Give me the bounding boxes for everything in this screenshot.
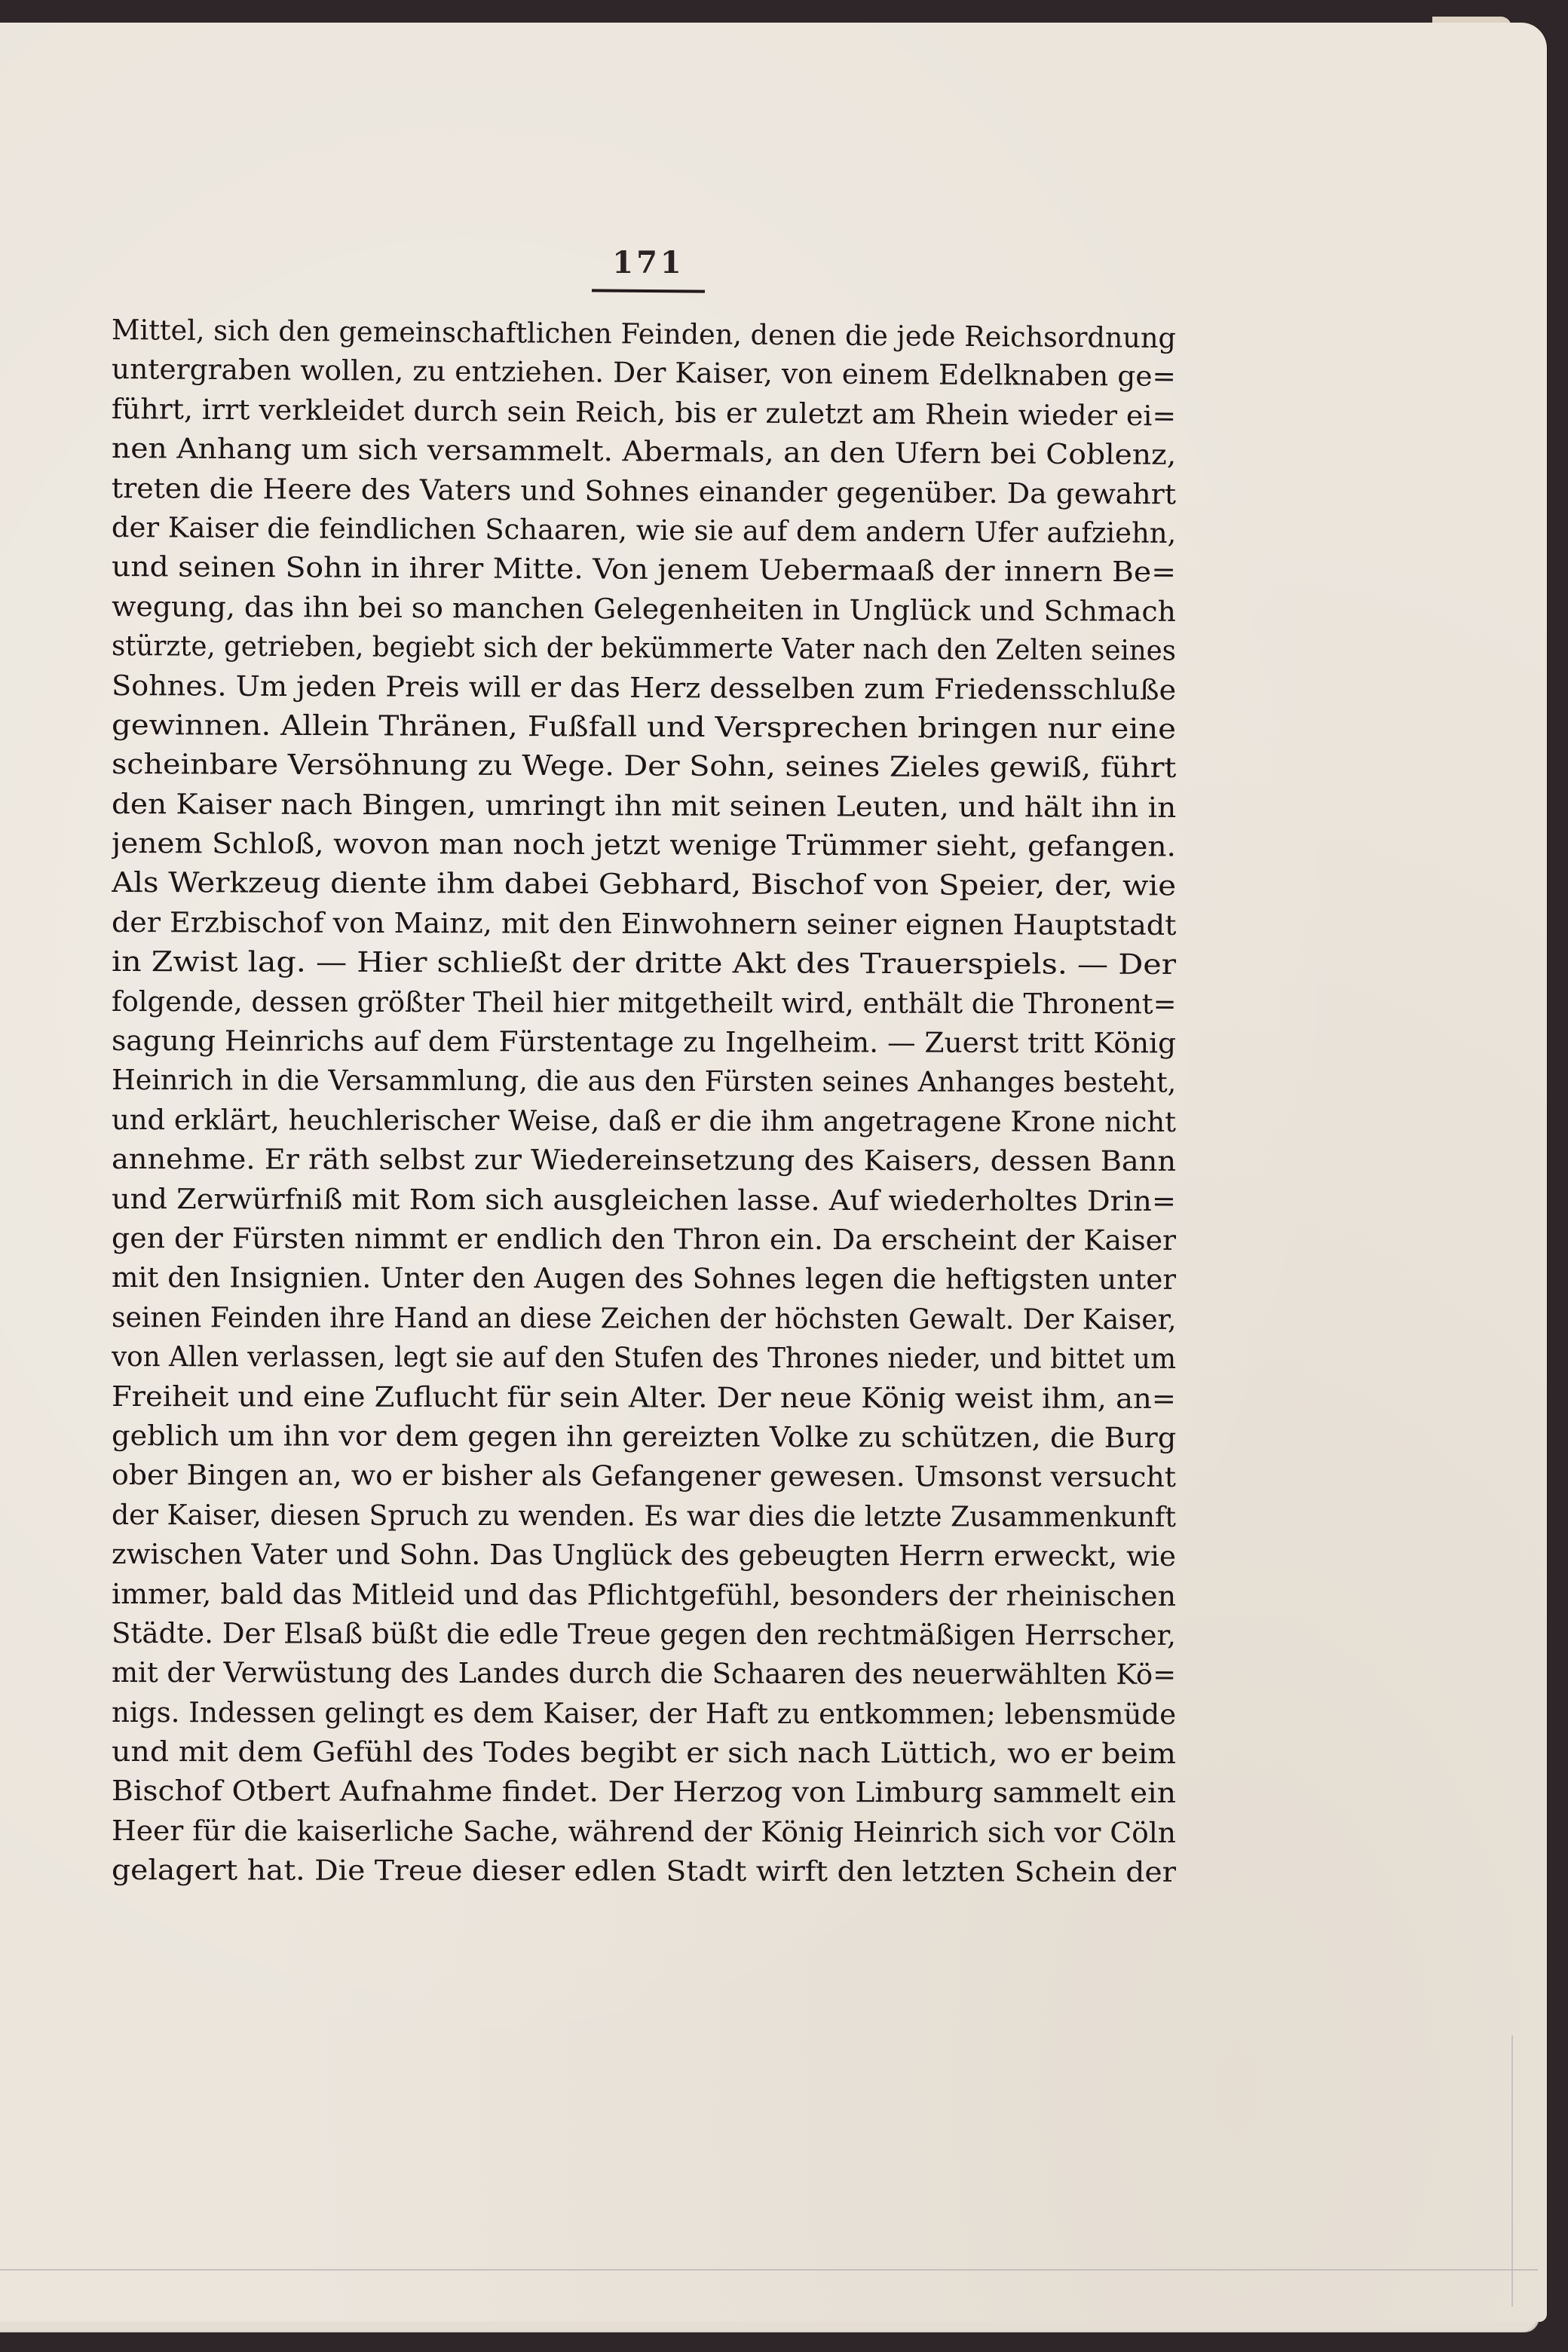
- text-line: ober Bingen an, wo er bisher als Gefangener gewesen. Umsonst versucht: [111, 1459, 1177, 1494]
- text-line: Als Werkzeug diente ihm dabei Gebhard, Bischof von Speier, der, wie: [111, 866, 1177, 902]
- text-line: gelagert hat. Die Treue dieser edlen Stadt wirft den letzten Schein der: [111, 1854, 1177, 1889]
- text-line: Bischof Otbert Aufnahme findet. Der Herzog von Limburg sammelt ein: [111, 1775, 1177, 1810]
- text-line: und seinen Sohn in ihrer Mitte. Von jenem Uebermaaß der innern Be=: [111, 550, 1177, 589]
- text-line: der Kaiser die feindlichen Schaaren, wie sie auf dem andern Ufer aufziehn,: [111, 510, 1177, 550]
- text-line: jenem Schloß, wovon man noch jetzt wenige Trümmer sieht, gefangen.: [111, 827, 1177, 863]
- text-line: mit den Insignien. Unter den Augen des Sohnes legen die heftigsten unter: [111, 1261, 1177, 1297]
- text-line: der Kaiser, diesen Spruch zu wenden. Es war dies die letzte Zusammenkunft: [111, 1498, 1177, 1533]
- text-line: den Kaiser nach Bingen, umringt ihn mit seinen Leuten, und hält ihn in: [111, 787, 1177, 824]
- text-line: Heer für die kaiserliche Sache, während der König Heinrich sich vor Cöln: [111, 1814, 1177, 1849]
- text-line: sagung Heinrichs auf dem Fürstentage zu Ingelheim. — Zuerst tritt König: [111, 1024, 1177, 1060]
- text-line: zwischen Vater und Sohn. Das Unglück des gebeugten Herrn erweckt, wie: [111, 1538, 1177, 1573]
- text-line: und erklärt, heuchlerischer Weise, daß er die ihm angetragene Krone nicht: [111, 1103, 1177, 1138]
- text-line: mit der Verwüstung des Landes durch die Schaaren des neuerwählten Kö=: [111, 1656, 1177, 1692]
- body-text: [112, 311, 1176, 1891]
- text-line: seinen Feinden ihre Hand an diese Zeichen der höchsten Gewalt. Der Kaiser,: [111, 1300, 1177, 1336]
- page-header: [573, 245, 724, 292]
- text-line: in Zwist lag. — Hier schließt der dritte Akt des Trauerspiels. — Der: [111, 945, 1177, 982]
- text-line: Freiheit und eine Zuflucht für sein Alter. Der neue König weist ihm, an=: [111, 1380, 1177, 1415]
- text-line: stürzte, getrieben, begiebt sich der bekümmerte Vater nach den Zelten seines: [111, 629, 1177, 667]
- text-line: von Allen verlassen, legt sie auf den Stufen des Thrones nieder, und bittet um: [111, 1340, 1177, 1376]
- text-line: Städte. Der Elsaß büßt die edle Treue gegen den rechtmäßigen Herrscher,: [111, 1616, 1177, 1652]
- text-line: wegung, das ihn bei so manchen Gelegenheiten in Unglück und Schmach: [111, 590, 1177, 628]
- text-line: annehme. Er räth selbst zur Wiedereinsetzung des Kaisers, dessen Bann: [111, 1143, 1177, 1178]
- text-line: und Zerwürfniß mit Rom sich ausgleichen lasse. Auf wiederholtes Drin=: [111, 1182, 1177, 1217]
- page-fold-line: [1511, 2035, 1513, 2307]
- text-line: gen der Fürsten nimmt er endlich den Thron ein. Da erscheint der Kaiser: [111, 1221, 1177, 1257]
- text-line: Sohnes. Um jeden Preis will er das Herz desselben zum Friedensschluße: [111, 669, 1177, 706]
- text-line: gewinnen. Allein Thränen, Fußfall und Versprechen bringen nur eine: [111, 708, 1177, 746]
- page-bottom-edge-line: [0, 2269, 1538, 2271]
- header-rule: [592, 289, 705, 292]
- text-line: geblich um ihn vor dem gegen ihn gereizten Volke zu schützen, die Burg: [111, 1419, 1177, 1454]
- text-line: nigs. Indessen gelingt es dem Kaiser, der Haft zu entkommen; lebensmüde: [111, 1695, 1177, 1731]
- text-line: immer, bald das Mitleid und das Pflichtgefühl, besonders der rheinischen: [111, 1577, 1177, 1612]
- text-line: Mittel, sich den gemeinschaftlichen Feinden, denen die jede Reichsordnung: [111, 314, 1177, 355]
- text-line: treten die Heere des Vaters und Sohnes einander gegenüber. Da gewahrt: [111, 471, 1177, 510]
- text-line: führt, irrt verkleidet durch sein Reich, bis er zuletzt am Rhein wieder ei=: [111, 392, 1177, 433]
- page-number: 171: [612, 245, 684, 280]
- text-line: Heinrich in die Versammlung, die aus den Fürsten seines Anhanges besteht,: [111, 1064, 1177, 1099]
- text-line: folgende, dessen größter Theil hier mitgetheilt wird, enthält die Thronent=: [111, 985, 1177, 1021]
- text-line: nen Anhang um sich versammelt. Abermals, an den Ufern bei Coblenz,: [111, 432, 1177, 472]
- text-line: untergraben wollen, zu entziehen. Der Kaiser, von einem Edelknaben ge=: [111, 353, 1177, 394]
- text-line: scheinbare Versöhnung zu Wege. Der Sohn, seines Zieles gewiß, führt: [111, 748, 1177, 785]
- text-line: der Erzbischof von Mainz, mit den Einwohnern seiner eignen Hauptstadt: [111, 905, 1177, 942]
- text-line: und mit dem Gefühl des Todes begibt er sich nach Lüttich, wo er beim: [111, 1735, 1177, 1771]
